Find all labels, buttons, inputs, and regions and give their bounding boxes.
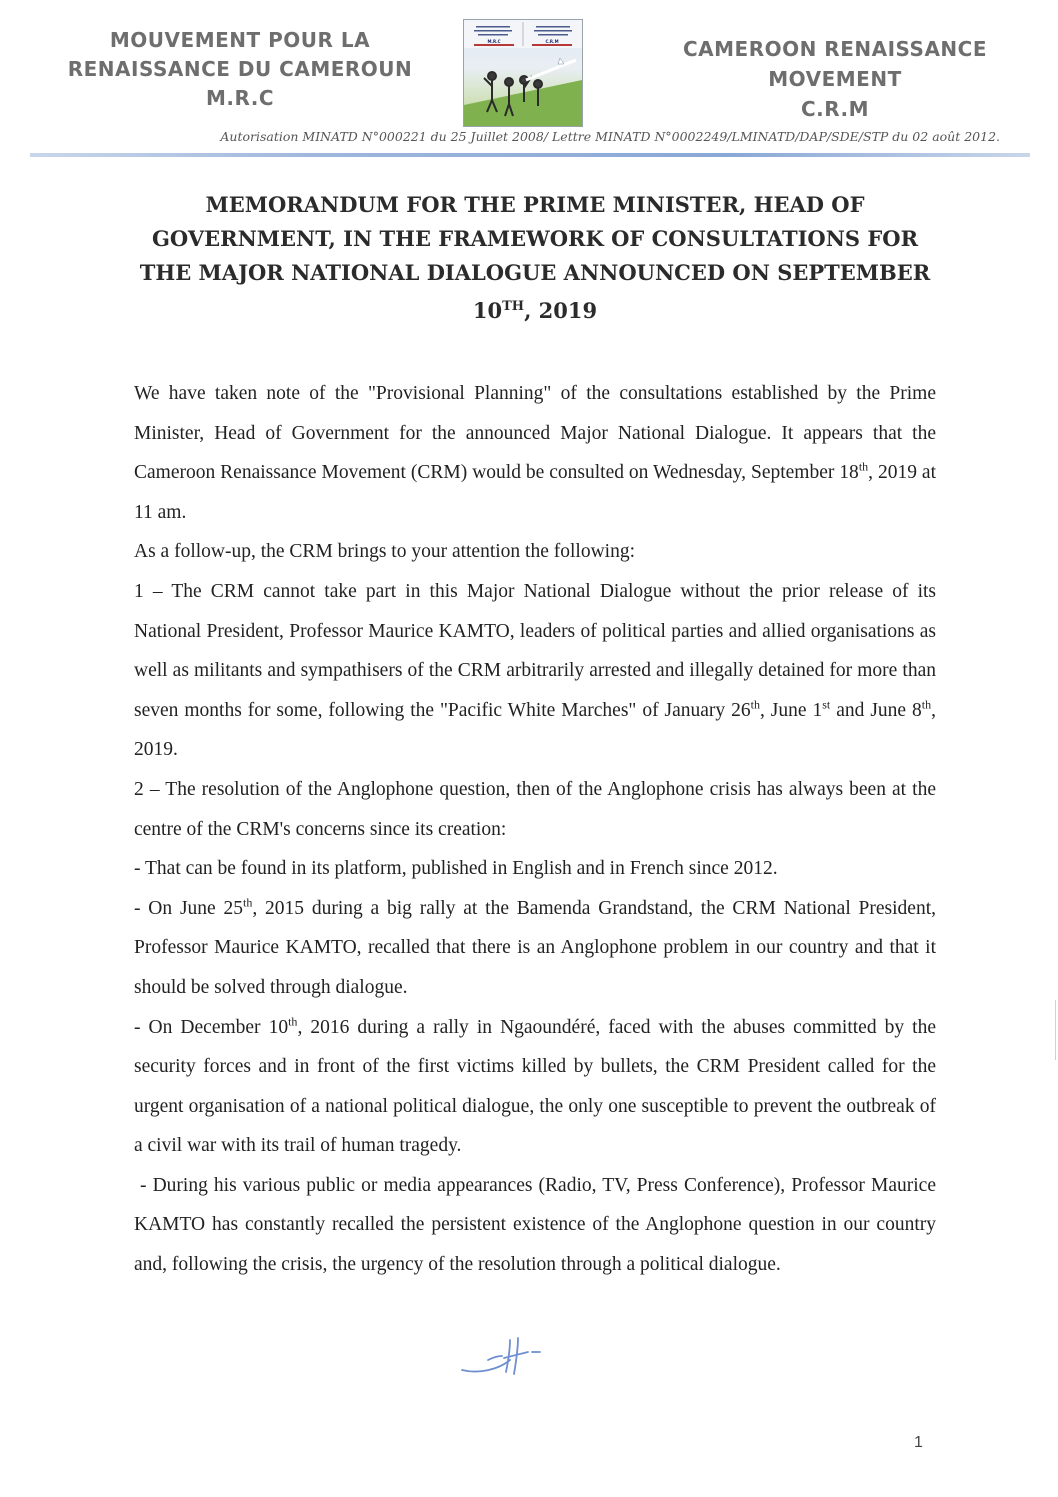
handwritten-initials-icon — [458, 1330, 548, 1385]
ordinal-suffix: th — [750, 697, 760, 712]
text: - On June 25 — [134, 897, 243, 919]
title-line: MEMORANDUM FOR THE PRIME MINISTER, HEAD OF — [205, 192, 865, 217]
text: We have taken note of the "Provisional Planning" of the consultations established by the Prime Minister, Head of Government for the announced Major National Dialogue. It appears that the Cameroon Renaissance Movement (CRM) would be consulted on Wednesday, September 18 — [134, 383, 936, 484]
text: - On December 10 — [134, 1016, 289, 1038]
text: , 2019. — [134, 699, 936, 761]
ordinal-suffix: th — [243, 895, 253, 910]
header-right-line: MOVEMENT — [768, 67, 902, 91]
header-left-line: MOUVEMENT POUR LA — [109, 28, 371, 52]
text: , 2016 during a rally in Ngaoundéré, faced with the abuses committed by the security forces and in front of the first victims killed by bullets, the CRM President called for the urgent organisation of a national political dialogue, the only one susceptible to prevent the outbreak of a civil war with its trail of human tragedy. — [134, 1016, 936, 1157]
header-right-line: CAMEROON RENAISSANCE — [682, 37, 987, 61]
ordinal-suffix: th — [921, 697, 932, 712]
text: and June 8 — [830, 699, 922, 721]
header-left-line: RENAISSANCE DU CAMEROUN — [67, 57, 413, 81]
header-left-org — [40, 26, 440, 113]
header-right-line: C.R.M — [800, 97, 870, 121]
title-line — [120, 290, 950, 328]
paragraph: - During his various public or media appearances (Radio, TV, Press Conference), Professor Maurice KAMTO has constantly recalled the persistent existence of the Anglophone question in our country and, following the crisis, the urgency of the resolution through a political dialogue. — [134, 1174, 936, 1276]
text: , June 1 — [759, 699, 823, 721]
ordinal-suffix: th — [858, 459, 869, 474]
document-title — [120, 188, 950, 328]
logo-caption-left: M.R.C — [487, 39, 501, 44]
header-divider — [30, 153, 1030, 157]
memo-body — [134, 374, 936, 1285]
party-logo — [463, 19, 583, 127]
title-date-suffix: TH — [502, 299, 525, 314]
title-date-year: , 2019 — [524, 298, 598, 323]
authorisation-line: Autorisation MINATD N°000221 du 25 Juillet 2008/ Lettre MINATD N°0002249/LMINATD/DAP/SDE/STP du 02 août 2012. — [220, 129, 1000, 144]
paragraph: As a follow-up, the CRM brings to your attention the following: — [134, 541, 635, 563]
ordinal-suffix: st — [822, 697, 831, 712]
paragraph: 2 – The resolution of the Anglophone question, then of the Anglophone crisis has always been at the centre of the CRM's concerns since its creation: — [134, 778, 936, 840]
ordinal-suffix: th — [288, 1014, 298, 1028]
paragraph — [134, 889, 936, 1008]
paragraph — [134, 374, 936, 532]
logo-caption-right: C.R.M — [545, 39, 559, 44]
paragraph — [134, 1008, 936, 1166]
page-number: 1 — [914, 1434, 923, 1451]
title-date-day: 10 — [472, 298, 503, 323]
scan-edge-mark — [1055, 1000, 1056, 1060]
text: 1 – The CRM cannot take part in this Major National Dialogue without the prior release of its National President, Professor Maurice KAMTO, leaders of political parties and allied organisations as well as militants and sympathisers of the CRM arbitrarily arrested and illegally detained for more than seven months for some, following the "Pacific White Marches" of January 26 — [134, 580, 936, 721]
header-left-line: M.R.C — [205, 86, 275, 110]
title-line: THE MAJOR NATIONAL DIALOGUE ANNOUNCED ON SEPTEMBER — [139, 260, 931, 285]
party-logo-icon — [464, 20, 582, 126]
paragraph: - That can be found in its platform, published in English and in French since 2012. — [134, 858, 778, 880]
header-right-org — [640, 34, 1030, 124]
text: , 2015 during a big rally at the Bamenda Grandstand, the CRM National President, Professor Maurice KAMTO, recalled that there is an Anglophone problem in our country and that it should be solved through dialogue. — [134, 897, 936, 998]
paragraph — [134, 572, 936, 770]
text: , 2019 at 11 am. — [134, 462, 936, 523]
title-line: GOVERNMENT, IN THE FRAMEWORK OF CONSULTATIONS FOR — [151, 226, 919, 251]
